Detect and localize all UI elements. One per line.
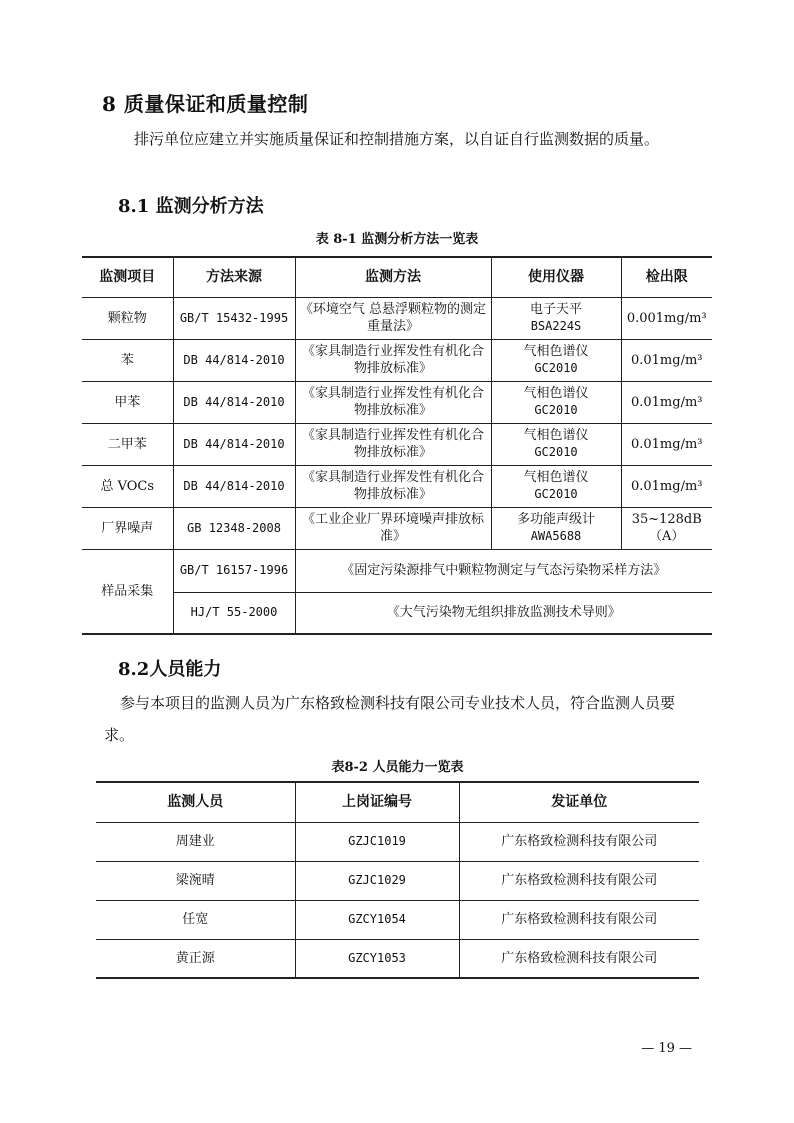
cell-name: 黄正源 bbox=[96, 939, 295, 978]
table-row bbox=[82, 592, 712, 634]
header-cert: 上岗证编号 bbox=[295, 782, 459, 822]
cell-instrument bbox=[491, 339, 621, 381]
table-row bbox=[96, 939, 699, 978]
instrument-model: BSA224S bbox=[530, 319, 582, 333]
table-8-1-caption: 表 8-1 监测分析方法一览表 bbox=[315, 232, 479, 247]
section-8-intro: 排污单位应建立并实施质量保证和控制措施方案，以自证自行监测数据的质量。 bbox=[134, 130, 660, 148]
cell-limit: 0.01mg/m³ bbox=[621, 381, 712, 423]
instrument-model: GC2010 bbox=[534, 487, 578, 501]
cell-cert: GZJC1029 bbox=[295, 861, 459, 900]
cell-method: 《固定污染源排气中颗粒物测定与气态污染物采样方法》 bbox=[295, 549, 712, 592]
table-row bbox=[96, 861, 699, 900]
instrument-name: 多功能声级计 bbox=[516, 512, 595, 527]
section-8-2-intro: 参与本项目的监测人员为广东格致检测科技有限公司专业技术人员，符合监测人员要求。 bbox=[104, 694, 676, 744]
instrument-model: GC2010 bbox=[534, 361, 578, 375]
header-method: 监测方法 bbox=[295, 257, 491, 297]
cell-item: 二甲苯 bbox=[82, 423, 173, 465]
instrument-name: 气相色谱仪 bbox=[523, 386, 589, 401]
header-instrument: 使用仪器 bbox=[491, 257, 621, 297]
cell-method: 《家具制造行业挥发性有机化合物排放标准》 bbox=[295, 423, 491, 465]
table-8-2-caption: 表8-2 人员能力一览表 bbox=[331, 760, 464, 775]
cell-issuer: 广东格致检测科技有限公司 bbox=[459, 939, 699, 978]
cell-instrument bbox=[491, 381, 621, 423]
cell-method: 《环境空气 总悬浮颗粒物的测定 重量法》 bbox=[295, 297, 491, 339]
page-number: — 19 — bbox=[641, 1041, 692, 1056]
cell-method: 《工业企业厂界环境噪声排放标准》 bbox=[295, 507, 491, 549]
table-row bbox=[82, 549, 712, 592]
cell-instrument bbox=[491, 423, 621, 465]
header-item: 监测项目 bbox=[82, 257, 173, 297]
cell-instrument bbox=[491, 507, 621, 549]
cell-source: DB 44/814-2010 bbox=[173, 465, 295, 507]
cell-name: 周建业 bbox=[96, 822, 295, 861]
cell-cert: GZCY1053 bbox=[295, 939, 459, 978]
cell-limit: 0.01mg/m³ bbox=[621, 423, 712, 465]
table-row bbox=[82, 423, 712, 465]
instrument-name: 气相色谱仪 bbox=[523, 344, 589, 359]
cell-method: 《家具制造行业挥发性有机化合物排放标准》 bbox=[295, 339, 491, 381]
method-table bbox=[82, 256, 712, 635]
table-row bbox=[82, 465, 712, 507]
cell-item: 厂界噪声 bbox=[82, 507, 173, 549]
cell-source: GB 12348-2008 bbox=[173, 507, 295, 549]
table-row bbox=[96, 822, 699, 861]
header-staff: 监测人员 bbox=[96, 782, 295, 822]
cell-instrument bbox=[491, 465, 621, 507]
instrument-name: 电子天平 bbox=[529, 302, 582, 317]
table-row bbox=[82, 381, 712, 423]
cell-item: 颗粒物 bbox=[82, 297, 173, 339]
instrument-model: AWA5688 bbox=[530, 529, 582, 543]
method-table-header bbox=[82, 257, 712, 297]
cell-name: 梁涴晴 bbox=[96, 861, 295, 900]
section-8-2-title: 8.2人员能力 bbox=[118, 659, 222, 680]
cell-method: 《家具制造行业挥发性有机化合物排放标准》 bbox=[295, 465, 491, 507]
cell-item: 甲苯 bbox=[82, 381, 173, 423]
cell-item: 苯 bbox=[82, 339, 173, 381]
cell-source: HJ/T 55-2000 bbox=[173, 592, 295, 634]
cell-issuer: 广东格致检测科技有限公司 bbox=[459, 900, 699, 939]
instrument-model: GC2010 bbox=[534, 403, 578, 417]
cell-issuer: 广东格致检测科技有限公司 bbox=[459, 822, 699, 861]
cell-limit: 35~128dB（A） bbox=[621, 507, 712, 549]
table-row bbox=[96, 900, 699, 939]
instrument-model: GC2010 bbox=[534, 445, 578, 459]
cell-method: 《大气污染物无组织排放监测技术导则》 bbox=[295, 592, 712, 634]
cell-limit: 0.01mg/m³ bbox=[621, 339, 712, 381]
cell-cert: GZJC1019 bbox=[295, 822, 459, 861]
personnel-table bbox=[96, 781, 699, 979]
personnel-table-header bbox=[96, 782, 699, 822]
cell-name: 任宽 bbox=[96, 900, 295, 939]
table-row bbox=[82, 339, 712, 381]
cell-source: DB 44/814-2010 bbox=[173, 381, 295, 423]
cell-instrument bbox=[491, 297, 621, 339]
cell-sampling-item: 样品采集 bbox=[82, 549, 173, 634]
cell-limit: 0.01mg/m³ bbox=[621, 465, 712, 507]
cell-source: GB/T 16157-1996 bbox=[173, 549, 295, 592]
table-row bbox=[82, 507, 712, 549]
cell-source: GB/T 15432-1995 bbox=[173, 297, 295, 339]
cell-cert: GZCY1054 bbox=[295, 900, 459, 939]
cell-limit: 0.001mg/m³ bbox=[621, 297, 712, 339]
header-limit: 检出限 bbox=[621, 257, 712, 297]
instrument-name: 气相色谱仪 bbox=[523, 428, 589, 443]
cell-source: DB 44/814-2010 bbox=[173, 423, 295, 465]
instrument-name: 气相色谱仪 bbox=[523, 470, 589, 485]
section-8-title: 8 质量保证和质量控制 bbox=[102, 92, 309, 116]
table-row bbox=[82, 297, 712, 339]
cell-method: 《家具制造行业挥发性有机化合物排放标准》 bbox=[295, 381, 491, 423]
header-issuer: 发证单位 bbox=[459, 782, 699, 822]
section-8-1-title: 8.1 监测分析方法 bbox=[118, 196, 264, 217]
cell-item: 总 VOCs bbox=[82, 465, 173, 507]
cell-issuer: 广东格致检测科技有限公司 bbox=[459, 861, 699, 900]
cell-source: DB 44/814-2010 bbox=[173, 339, 295, 381]
header-source: 方法来源 bbox=[173, 257, 295, 297]
